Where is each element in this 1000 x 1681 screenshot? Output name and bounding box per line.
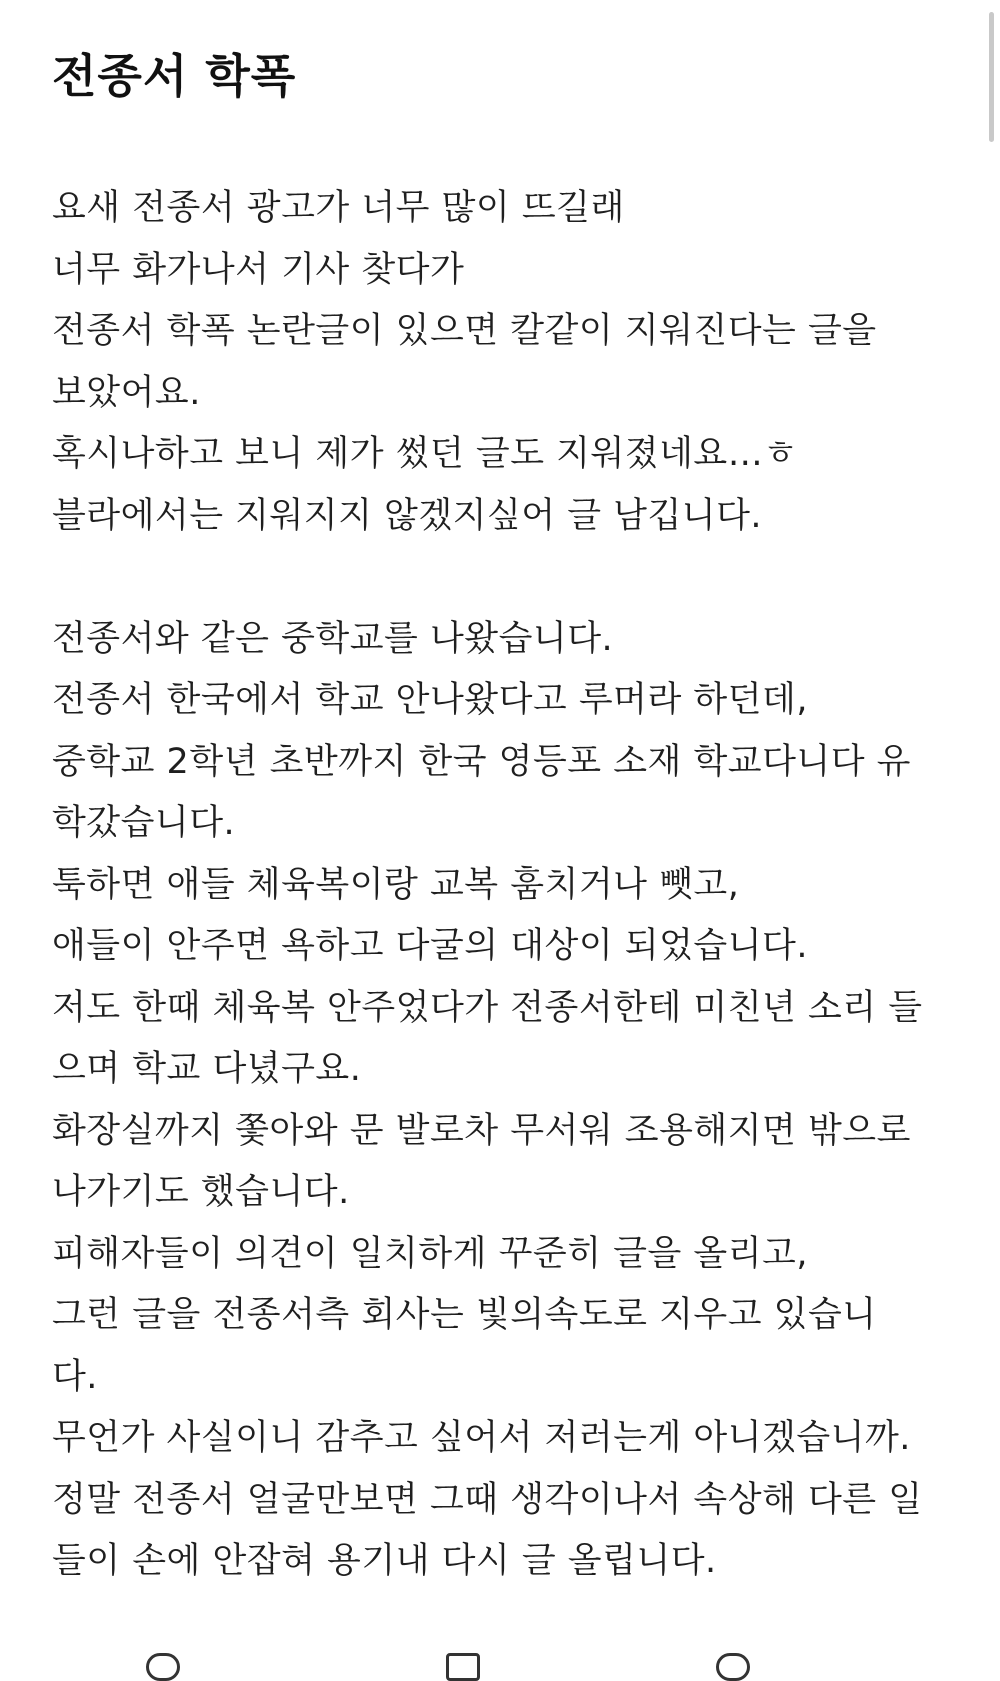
post-line: 전종서 한국에서 학교 안나왔다고 루머라 하던데,: [52, 680, 808, 720]
post-action-bar: [0, 1645, 1000, 1667]
post-line: 들이 손에 안잡혀 용기내 다시 글 올립니다.: [52, 1541, 717, 1581]
post-line: 저도 한때 체육복 안주었다가 전종서한테 미친년 소리 들: [52, 987, 923, 1028]
post-line: 피해자들이 의견이 일치하게 꾸준히 글을 올리고,: [52, 1233, 808, 1274]
share-icon[interactable]: [716, 1653, 750, 1681]
post-line: 블라에서는 지워지지 않겠지싶어 글 남깁니다.: [52, 495, 763, 536]
post-article: [52, 40, 952, 1593]
post-line: 학갔습니다.: [52, 803, 236, 843]
post-line: 그런 글을 전종서측 회사는 빛의속도로 지우고 있습니: [52, 1295, 877, 1335]
post-line: 너무 화가나서 기사 찾다가: [52, 249, 465, 290]
post-line: 요새 전종서 광고가 너무 많이 뜨길래: [52, 188, 625, 228]
comment-icon[interactable]: [446, 1653, 480, 1681]
post-line: 정말 전종서 얼굴만보면 그때 생각이나서 속상해 다른 일: [52, 1479, 923, 1520]
post-line: 전종서와 같은 중학교를 나왔습니다.: [52, 618, 614, 659]
post-line: 중학교 2학년 초반까지 한국 영등포 소재 학교다니다 유: [52, 741, 911, 782]
scrollbar[interactable]: [989, 12, 994, 142]
post-line: 나가기도 했습니다.: [52, 1172, 350, 1212]
paragraph-spacer: [52, 547, 952, 609]
post-line: 보았어요.: [52, 372, 201, 413]
post-paragraph-1: [52, 178, 952, 547]
post-line: 으며 학교 다녔구요.: [52, 1049, 362, 1089]
post-body: [52, 178, 952, 1593]
post-paragraph-2: [52, 609, 952, 1593]
post-line: 툭하면 애들 체육복이랑 교복 훔치거나 뺏고,: [52, 864, 740, 905]
post-line: 애들이 안주면 욕하고 다굴의 대상이 되었습니다.: [52, 926, 808, 966]
post-line: 화장실까지 쫓아와 문 발로차 무서워 조용해지면 밖으로: [52, 1110, 911, 1151]
post-line: 무언가 사실이니 감추고 싶어서 저러는게 아니겠습니까.: [52, 1418, 911, 1458]
post-line: 전종서 학폭 논란글이 있으면 칼같이 지워진다는 글을: [52, 311, 877, 351]
post-title: 전종서 학폭: [52, 49, 297, 103]
like-icon[interactable]: [146, 1653, 180, 1681]
post-line: 다.: [52, 1356, 98, 1397]
post-line: 혹시나하고 보니 제가 썼던 글도 지워졌네요…ㅎ: [52, 434, 798, 474]
